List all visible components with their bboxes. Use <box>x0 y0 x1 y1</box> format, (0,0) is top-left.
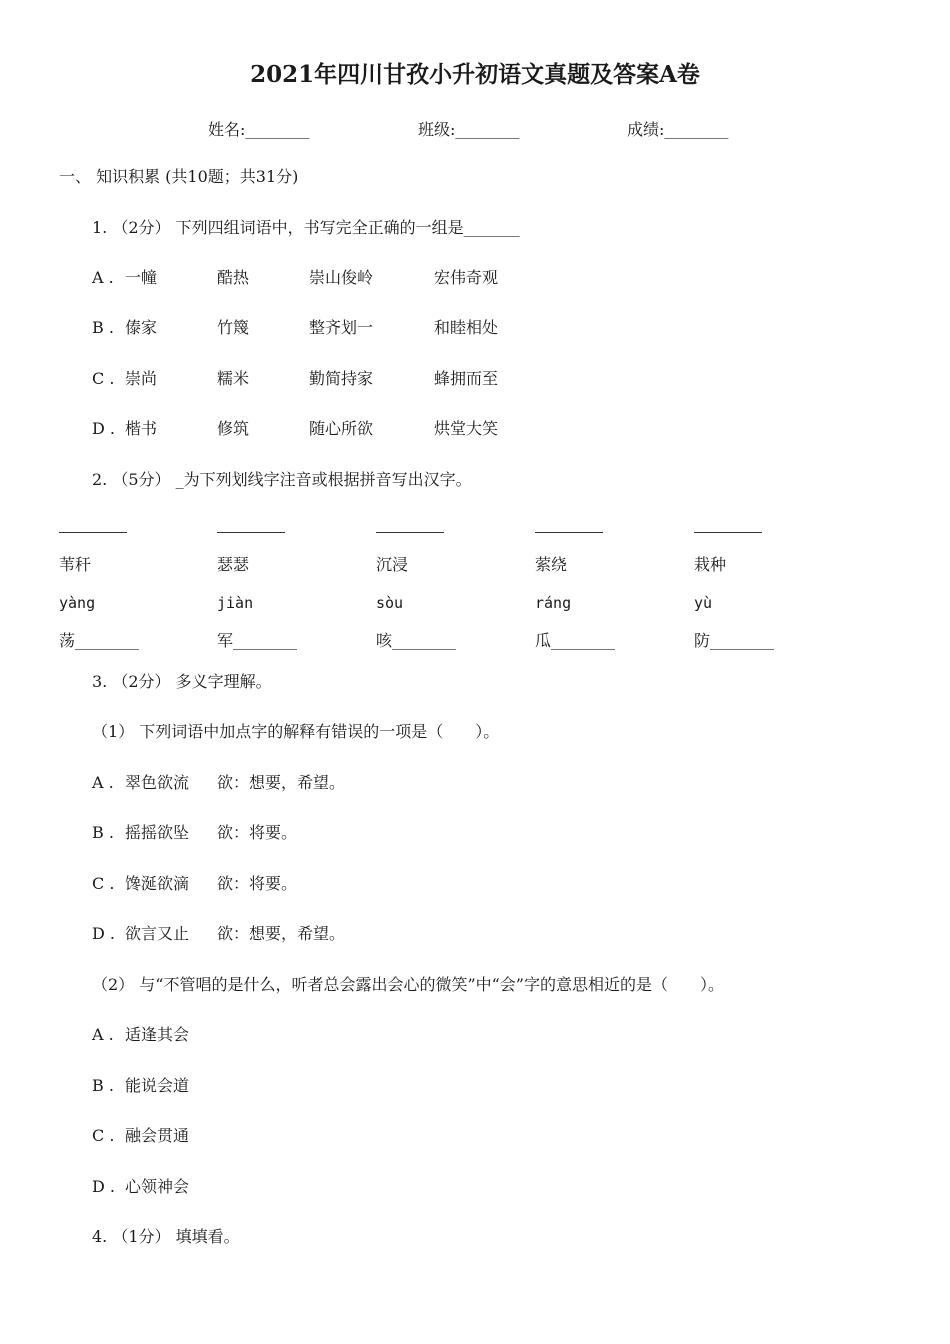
target-word: 苇秆 <box>59 555 92 574</box>
option-word: 一幢 <box>125 268 158 287</box>
fill-blank[interactable]: 荡________ <box>59 631 140 650</box>
option-word: 烘堂大笑 <box>434 419 499 438</box>
answer-blank[interactable] <box>217 532 285 533</box>
option-word: 勤简持家 <box>309 369 374 388</box>
option-letter: D . <box>92 1177 115 1196</box>
option-letter: D . <box>92 419 115 438</box>
option-word: 糯米 <box>217 369 250 388</box>
option-word: 酷热 <box>217 268 250 287</box>
option-word: 馋涎欲滴 <box>125 874 190 893</box>
target-word: 沉浸 <box>376 555 409 574</box>
option-meaning: 欲：想要，希望。 <box>217 773 346 792</box>
option-letter: B . <box>92 823 114 842</box>
page-title: 2021年四川甘孜小升初语文真题及答案A卷 <box>250 61 700 88</box>
option-letter: C . <box>92 369 115 388</box>
option-word: 崇山俊岭 <box>309 268 374 287</box>
score-field[interactable]: 成绩:________ <box>627 120 729 139</box>
fill-blank[interactable]: 防________ <box>694 631 775 650</box>
target-word: 栽种 <box>694 555 727 574</box>
option-letter: B . <box>92 318 114 337</box>
option-word: 随心所欲 <box>309 419 374 438</box>
target-word: 萦绕 <box>535 555 568 574</box>
target-word: 瑟瑟 <box>217 555 250 574</box>
answer-blank[interactable] <box>535 532 603 533</box>
option-word: 蜂拥而至 <box>434 369 499 388</box>
option-word: 崇尚 <box>125 369 158 388</box>
pinyin: yù <box>694 594 713 612</box>
option-text: 融会贯通 <box>125 1126 190 1145</box>
option-text: 适逢其会 <box>125 1025 190 1044</box>
option-word: 竹篾 <box>217 318 250 337</box>
question-1-stem: 1. （2分） 下列四组词语中，书写完全正确的一组是_______ <box>92 218 520 237</box>
option-meaning: 欲：将要。 <box>217 874 298 893</box>
option-word: 翠色欲流 <box>125 773 190 792</box>
question-3-1-stem: （1） 下列词语中加点字的解释有错误的一项是（ ）。 <box>92 722 500 741</box>
answer-blank[interactable] <box>694 532 762 533</box>
pinyin: yàng <box>59 594 96 612</box>
option-word: 楷书 <box>125 419 158 438</box>
option-word: 和睦相处 <box>434 318 499 337</box>
question-4-stem: 4. （1分） 填填看。 <box>92 1227 240 1246</box>
option-letter: C . <box>92 1126 115 1145</box>
option-meaning: 欲：想要，希望。 <box>217 924 346 943</box>
option-letter: A . <box>92 1025 114 1044</box>
option-word: 摇摇欲坠 <box>125 823 190 842</box>
option-text: 心领神会 <box>125 1177 190 1196</box>
pinyin: ráng <box>535 594 572 612</box>
option-word: 宏伟奇观 <box>434 268 499 287</box>
option-letter: B . <box>92 1076 114 1095</box>
name-field[interactable]: 姓名:________ <box>208 120 310 139</box>
class-field[interactable]: 班级:________ <box>418 120 520 139</box>
option-letter: D . <box>92 924 115 943</box>
fill-blank[interactable]: 瓜________ <box>535 631 616 650</box>
option-word: 整齐划一 <box>309 318 374 337</box>
option-letter: A . <box>92 773 114 792</box>
question-3-stem: 3. （2分） 多义字理解。 <box>92 672 272 691</box>
fill-blank[interactable]: 军________ <box>217 631 298 650</box>
option-word: 欲言又止 <box>125 924 190 943</box>
option-word: 傣家 <box>125 318 158 337</box>
question-3-2-stem: （2） 与“不管唱的是什么，听者总会露出会心的微笑”中“会”字的意思相近的是（ ）。 <box>92 975 724 994</box>
pinyin: jiàn <box>217 594 254 612</box>
section-heading: 一、 知识积累 (共10题；共31分) <box>59 167 299 186</box>
option-letter: A . <box>92 268 114 287</box>
pinyin: sòu <box>376 594 404 612</box>
option-word: 修筑 <box>217 419 250 438</box>
fill-blank[interactable]: 咳________ <box>376 631 457 650</box>
question-2-stem: 2. （5分） _为下列划线字注音或根据拼音写出汉字。 <box>92 470 472 489</box>
option-meaning: 欲：将要。 <box>217 823 298 842</box>
answer-blank[interactable] <box>376 532 444 533</box>
answer-blank[interactable] <box>59 532 127 533</box>
option-text: 能说会道 <box>125 1076 190 1095</box>
option-letter: C . <box>92 874 115 893</box>
